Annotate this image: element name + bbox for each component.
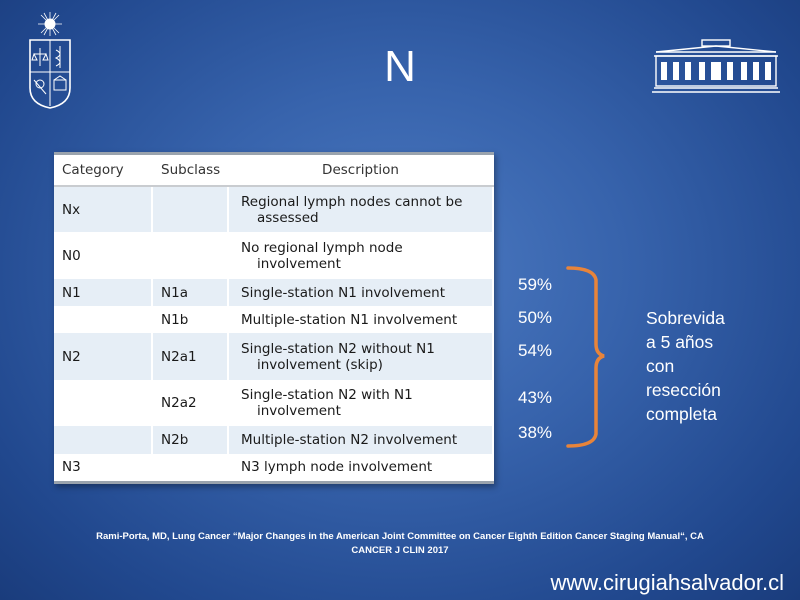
- table-row: [54, 426, 493, 453]
- description-cell: Multiple-station N1 involvement: [228, 306, 493, 333]
- description-cell: Single-station N1 involvement: [228, 279, 493, 306]
- subclass-cell: [152, 454, 228, 481]
- survival-percentage: 54%: [518, 341, 553, 360]
- subclass-cell: N2a2: [152, 380, 228, 426]
- description-cell: [228, 232, 493, 278]
- subclass-cell: N2a1: [152, 333, 228, 379]
- note-line: Sobrevida: [646, 308, 725, 328]
- category-cell: [54, 380, 152, 426]
- description-cell: [228, 186, 493, 232]
- slide-title: N: [384, 42, 416, 91]
- category-cell: [54, 306, 152, 333]
- note-line: completa: [646, 404, 718, 424]
- category-cell: N0: [54, 232, 152, 278]
- header-category: Category: [54, 155, 152, 186]
- category-cell: N2: [54, 333, 152, 379]
- survival-note: [646, 306, 725, 426]
- header-subclass: Subclass: [152, 155, 228, 186]
- table-row: [54, 380, 493, 426]
- table-header-row: [54, 155, 493, 186]
- table-row: [54, 232, 493, 278]
- category-cell: [54, 426, 152, 453]
- citation-line: CANCER J CLIN 2017: [351, 545, 449, 556]
- category-cell: N3: [54, 454, 152, 481]
- description-line: involvement: [257, 403, 341, 420]
- website-url: www.cirugiahsalvador.cl: [550, 570, 784, 595]
- table-row: [54, 186, 493, 232]
- note-line: con: [646, 356, 675, 376]
- description-cell: Multiple-station N2 involvement: [228, 426, 493, 453]
- survival-percentage: 43%: [518, 388, 553, 407]
- note-line: resección: [646, 380, 721, 400]
- description-line: involvement (skip): [257, 356, 383, 373]
- survival-percentage: 38%: [518, 423, 553, 442]
- subclass-cell: N1a: [152, 279, 228, 306]
- citation-line: Rami-Porta, MD, Lung Cancer “Major Changes in the American Joint Committee on Cancer Eighth Edition Cancer Staging Manual“, CA: [96, 531, 704, 542]
- category-cell: Nx: [54, 186, 152, 232]
- note-line: a 5 años: [646, 332, 714, 352]
- description-line: assessed: [257, 209, 319, 226]
- n-staging-table: [54, 152, 494, 484]
- citation: [0, 530, 800, 558]
- subclass-cell: [152, 186, 228, 232]
- description-line: involvement: [257, 255, 341, 272]
- subclass-cell: N2b: [152, 426, 228, 453]
- description-line: No regional lymph node: [241, 239, 403, 256]
- survival-percentage: 50%: [518, 308, 553, 327]
- table-row: [54, 333, 493, 379]
- table-row: [54, 306, 493, 333]
- table-row: [54, 279, 493, 306]
- description-line: Single-station N2 without N1: [241, 340, 435, 357]
- description-line: Regional lymph nodes cannot be: [241, 193, 463, 210]
- description-cell: [228, 380, 493, 426]
- subclass-cell: N1b: [152, 306, 228, 333]
- description-line: Single-station N2 with N1: [241, 387, 413, 404]
- header-description: Description: [228, 155, 493, 186]
- description-cell: [228, 333, 493, 379]
- category-cell: N1: [54, 279, 152, 306]
- table-row: [54, 454, 493, 481]
- description-cell: N3 lymph node involvement: [228, 454, 493, 481]
- subclass-cell: [152, 232, 228, 278]
- survival-percentage: 59%: [518, 275, 553, 294]
- curly-bracket-icon: [560, 262, 620, 452]
